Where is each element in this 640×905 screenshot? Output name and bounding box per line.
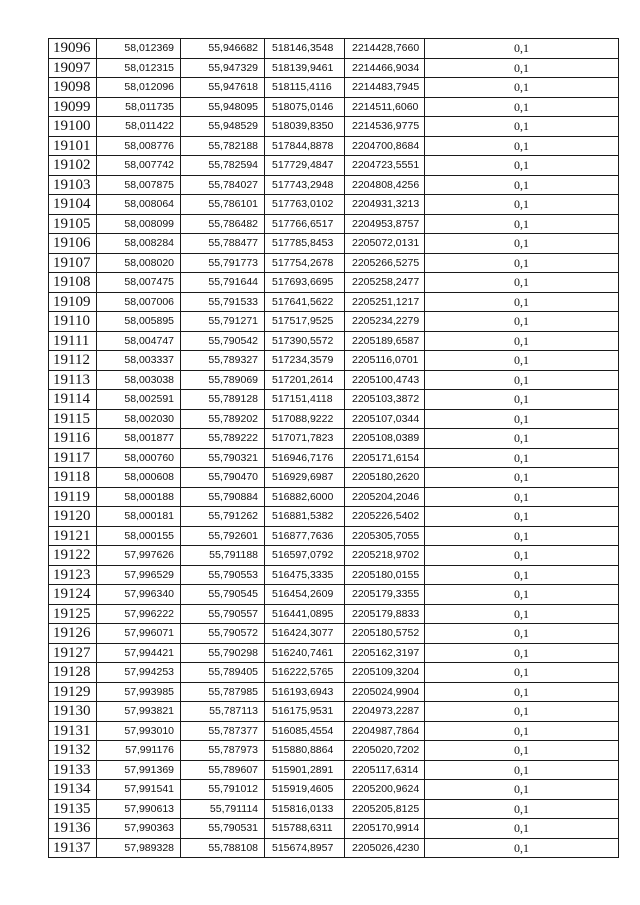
- value-cell: 0,1: [425, 819, 619, 839]
- longitude-cell: 55,947329: [181, 58, 265, 78]
- y-coordinate-cell: 2214511,6060: [345, 97, 425, 117]
- latitude-cell: 57,996222: [97, 604, 181, 624]
- table-row: [49, 195, 619, 215]
- x-coordinate-cell: 516929,6987: [265, 468, 345, 488]
- x-coordinate-cell: 515880,8864: [265, 741, 345, 761]
- latitude-cell: 58,000155: [97, 526, 181, 546]
- latitude-cell: 58,004747: [97, 331, 181, 351]
- longitude-cell: 55,789222: [181, 429, 265, 449]
- latitude-cell: 58,011422: [97, 117, 181, 137]
- y-coordinate-cell: 2205180,2620: [345, 468, 425, 488]
- x-coordinate-cell: 517729,4847: [265, 156, 345, 176]
- x-coordinate-cell: 517641,5622: [265, 292, 345, 312]
- value-cell: 0,1: [425, 721, 619, 741]
- longitude-cell: 55,790553: [181, 565, 265, 585]
- x-coordinate-cell: 516222,5765: [265, 663, 345, 683]
- point-id-cell: 19130: [49, 702, 97, 722]
- y-coordinate-cell: 2214536,9775: [345, 117, 425, 137]
- x-coordinate-cell: 516454,2609: [265, 585, 345, 605]
- point-id-cell: 19097: [49, 58, 97, 78]
- table-row: [49, 624, 619, 644]
- x-coordinate-cell: 516175,9531: [265, 702, 345, 722]
- point-id-cell: 19125: [49, 604, 97, 624]
- latitude-cell: 58,012315: [97, 58, 181, 78]
- y-coordinate-cell: 2205103,3872: [345, 390, 425, 410]
- latitude-cell: 58,000181: [97, 507, 181, 527]
- table-row: [49, 838, 619, 858]
- x-coordinate-cell: 517754,2678: [265, 253, 345, 273]
- latitude-cell: 57,994253: [97, 663, 181, 683]
- longitude-cell: 55,789607: [181, 760, 265, 780]
- value-cell: 0,1: [425, 546, 619, 566]
- longitude-cell: 55,791012: [181, 780, 265, 800]
- value-cell: 0,1: [425, 370, 619, 390]
- x-coordinate-cell: 518075,0146: [265, 97, 345, 117]
- point-id-cell: 19108: [49, 273, 97, 293]
- y-coordinate-cell: 2204808,4256: [345, 175, 425, 195]
- table-row: [49, 468, 619, 488]
- y-coordinate-cell: 2205109,3204: [345, 663, 425, 683]
- coordinates-table-body: [49, 39, 619, 858]
- x-coordinate-cell: 517071,7823: [265, 429, 345, 449]
- value-cell: 0,1: [425, 175, 619, 195]
- x-coordinate-cell: 517234,3579: [265, 351, 345, 371]
- x-coordinate-cell: 515674,8957: [265, 838, 345, 858]
- value-cell: 0,1: [425, 331, 619, 351]
- longitude-cell: 55,789128: [181, 390, 265, 410]
- point-id-cell: 19126: [49, 624, 97, 644]
- point-id-cell: 19101: [49, 136, 97, 156]
- value-cell: 0,1: [425, 409, 619, 429]
- y-coordinate-cell: 2204700,8684: [345, 136, 425, 156]
- latitude-cell: 57,997626: [97, 546, 181, 566]
- x-coordinate-cell: 515788,6311: [265, 819, 345, 839]
- table-row: [49, 721, 619, 741]
- value-cell: 0,1: [425, 390, 619, 410]
- y-coordinate-cell: 2205026,4230: [345, 838, 425, 858]
- table-row: [49, 136, 619, 156]
- longitude-cell: 55,947618: [181, 78, 265, 98]
- table-row: [49, 273, 619, 293]
- longitude-cell: 55,789069: [181, 370, 265, 390]
- latitude-cell: 58,012369: [97, 39, 181, 59]
- x-coordinate-cell: 517088,9222: [265, 409, 345, 429]
- y-coordinate-cell: 2205179,3355: [345, 585, 425, 605]
- table-row: [49, 448, 619, 468]
- y-coordinate-cell: 2205024,9904: [345, 682, 425, 702]
- value-cell: 0,1: [425, 526, 619, 546]
- latitude-cell: 58,005895: [97, 312, 181, 332]
- y-coordinate-cell: 2204987,7864: [345, 721, 425, 741]
- point-id-cell: 19113: [49, 370, 97, 390]
- longitude-cell: 55,946682: [181, 39, 265, 59]
- y-coordinate-cell: 2205205,8125: [345, 799, 425, 819]
- table-row: [49, 39, 619, 59]
- table-row: [49, 97, 619, 117]
- point-id-cell: 19118: [49, 468, 97, 488]
- point-id-cell: 19105: [49, 214, 97, 234]
- latitude-cell: 58,007875: [97, 175, 181, 195]
- longitude-cell: 55,791262: [181, 507, 265, 527]
- point-id-cell: 19121: [49, 526, 97, 546]
- value-cell: 0,1: [425, 565, 619, 585]
- latitude-cell: 57,994421: [97, 643, 181, 663]
- point-id-cell: 19106: [49, 234, 97, 254]
- point-id-cell: 19120: [49, 507, 97, 527]
- y-coordinate-cell: 2204723,5551: [345, 156, 425, 176]
- x-coordinate-cell: 517517,9525: [265, 312, 345, 332]
- value-cell: 0,1: [425, 702, 619, 722]
- longitude-cell: 55,790298: [181, 643, 265, 663]
- point-id-cell: 19115: [49, 409, 97, 429]
- x-coordinate-cell: 516193,6943: [265, 682, 345, 702]
- value-cell: 0,1: [425, 273, 619, 293]
- value-cell: 0,1: [425, 156, 619, 176]
- y-coordinate-cell: 2204953,8757: [345, 214, 425, 234]
- value-cell: 0,1: [425, 780, 619, 800]
- latitude-cell: 57,991369: [97, 760, 181, 780]
- latitude-cell: 58,000188: [97, 487, 181, 507]
- point-id-cell: 19102: [49, 156, 97, 176]
- value-cell: 0,1: [425, 136, 619, 156]
- table-row: [49, 156, 619, 176]
- longitude-cell: 55,791188: [181, 546, 265, 566]
- value-cell: 0,1: [425, 643, 619, 663]
- point-id-cell: 19099: [49, 97, 97, 117]
- value-cell: 0,1: [425, 97, 619, 117]
- table-row: [49, 546, 619, 566]
- table-row: [49, 409, 619, 429]
- point-id-cell: 19127: [49, 643, 97, 663]
- table-row: [49, 370, 619, 390]
- longitude-cell: 55,790531: [181, 819, 265, 839]
- point-id-cell: 19111: [49, 331, 97, 351]
- longitude-cell: 55,790884: [181, 487, 265, 507]
- longitude-cell: 55,790542: [181, 331, 265, 351]
- value-cell: 0,1: [425, 507, 619, 527]
- table-row: [49, 741, 619, 761]
- table-row: [49, 331, 619, 351]
- y-coordinate-cell: 2205234,2279: [345, 312, 425, 332]
- latitude-cell: 58,000760: [97, 448, 181, 468]
- table-row: [49, 682, 619, 702]
- y-coordinate-cell: 2205020,7202: [345, 741, 425, 761]
- table-row: [49, 117, 619, 137]
- table-row: [49, 292, 619, 312]
- x-coordinate-cell: 516424,3077: [265, 624, 345, 644]
- point-id-cell: 19103: [49, 175, 97, 195]
- longitude-cell: 55,791271: [181, 312, 265, 332]
- y-coordinate-cell: 2205226,5402: [345, 507, 425, 527]
- point-id-cell: 19119: [49, 487, 97, 507]
- table-row: [49, 526, 619, 546]
- table-row: [49, 565, 619, 585]
- longitude-cell: 55,791114: [181, 799, 265, 819]
- latitude-cell: 58,008776: [97, 136, 181, 156]
- latitude-cell: 58,008284: [97, 234, 181, 254]
- x-coordinate-cell: 517390,5572: [265, 331, 345, 351]
- latitude-cell: 57,990363: [97, 819, 181, 839]
- point-id-cell: 19098: [49, 78, 97, 98]
- point-id-cell: 19112: [49, 351, 97, 371]
- x-coordinate-cell: 516475,3335: [265, 565, 345, 585]
- latitude-cell: 57,993010: [97, 721, 181, 741]
- latitude-cell: 57,996340: [97, 585, 181, 605]
- x-coordinate-cell: 516881,5382: [265, 507, 345, 527]
- latitude-cell: 58,008064: [97, 195, 181, 215]
- x-coordinate-cell: 517743,2948: [265, 175, 345, 195]
- table-row: [49, 487, 619, 507]
- point-id-cell: 19131: [49, 721, 97, 741]
- x-coordinate-cell: 517844,8878: [265, 136, 345, 156]
- y-coordinate-cell: 2205170,9914: [345, 819, 425, 839]
- point-id-cell: 19100: [49, 117, 97, 137]
- table-row: [49, 780, 619, 800]
- table-row: [49, 663, 619, 683]
- latitude-cell: 57,993985: [97, 682, 181, 702]
- x-coordinate-cell: 516882,6000: [265, 487, 345, 507]
- x-coordinate-cell: 516877,7636: [265, 526, 345, 546]
- longitude-cell: 55,789405: [181, 663, 265, 683]
- y-coordinate-cell: 2205180,0155: [345, 565, 425, 585]
- value-cell: 0,1: [425, 624, 619, 644]
- x-coordinate-cell: 518115,4116: [265, 78, 345, 98]
- value-cell: 0,1: [425, 663, 619, 683]
- x-coordinate-cell: 515919,4605: [265, 780, 345, 800]
- y-coordinate-cell: 2205180,5752: [345, 624, 425, 644]
- longitude-cell: 55,791773: [181, 253, 265, 273]
- point-id-cell: 19128: [49, 663, 97, 683]
- point-id-cell: 19134: [49, 780, 97, 800]
- point-id-cell: 19122: [49, 546, 97, 566]
- table-row: [49, 234, 619, 254]
- x-coordinate-cell: 516597,0792: [265, 546, 345, 566]
- longitude-cell: 55,786482: [181, 214, 265, 234]
- point-id-cell: 19117: [49, 448, 97, 468]
- latitude-cell: 57,993821: [97, 702, 181, 722]
- point-id-cell: 19110: [49, 312, 97, 332]
- latitude-cell: 58,003038: [97, 370, 181, 390]
- point-id-cell: 19129: [49, 682, 97, 702]
- longitude-cell: 55,789327: [181, 351, 265, 371]
- longitude-cell: 55,788108: [181, 838, 265, 858]
- point-id-cell: 19114: [49, 390, 97, 410]
- point-id-cell: 19124: [49, 585, 97, 605]
- latitude-cell: 58,008020: [97, 253, 181, 273]
- point-id-cell: 19133: [49, 760, 97, 780]
- longitude-cell: 55,790545: [181, 585, 265, 605]
- y-coordinate-cell: 2205116,0701: [345, 351, 425, 371]
- x-coordinate-cell: 516085,4554: [265, 721, 345, 741]
- table-row: [49, 78, 619, 98]
- x-coordinate-cell: 517151,4118: [265, 390, 345, 410]
- longitude-cell: 55,792601: [181, 526, 265, 546]
- longitude-cell: 55,786101: [181, 195, 265, 215]
- table-row: [49, 702, 619, 722]
- y-coordinate-cell: 2204931,3213: [345, 195, 425, 215]
- latitude-cell: 57,990613: [97, 799, 181, 819]
- value-cell: 0,1: [425, 468, 619, 488]
- point-id-cell: 19116: [49, 429, 97, 449]
- latitude-cell: 58,001877: [97, 429, 181, 449]
- value-cell: 0,1: [425, 292, 619, 312]
- table-row: [49, 214, 619, 234]
- latitude-cell: 58,007742: [97, 156, 181, 176]
- value-cell: 0,1: [425, 58, 619, 78]
- point-id-cell: 19096: [49, 39, 97, 59]
- x-coordinate-cell: 515816,0133: [265, 799, 345, 819]
- value-cell: 0,1: [425, 253, 619, 273]
- x-coordinate-cell: 515901,2891: [265, 760, 345, 780]
- y-coordinate-cell: 2204973,2287: [345, 702, 425, 722]
- value-cell: 0,1: [425, 234, 619, 254]
- y-coordinate-cell: 2214483,7945: [345, 78, 425, 98]
- longitude-cell: 55,948095: [181, 97, 265, 117]
- table-row: [49, 175, 619, 195]
- value-cell: 0,1: [425, 78, 619, 98]
- x-coordinate-cell: 518139,9461: [265, 58, 345, 78]
- longitude-cell: 55,791644: [181, 273, 265, 293]
- latitude-cell: 58,008099: [97, 214, 181, 234]
- y-coordinate-cell: 2205072,0131: [345, 234, 425, 254]
- value-cell: 0,1: [425, 351, 619, 371]
- value-cell: 0,1: [425, 799, 619, 819]
- value-cell: 0,1: [425, 214, 619, 234]
- y-coordinate-cell: 2205179,8833: [345, 604, 425, 624]
- point-id-cell: 19132: [49, 741, 97, 761]
- x-coordinate-cell: 518039,8350: [265, 117, 345, 137]
- point-id-cell: 19136: [49, 819, 97, 839]
- y-coordinate-cell: 2205100,4743: [345, 370, 425, 390]
- y-coordinate-cell: 2205162,3197: [345, 643, 425, 663]
- longitude-cell: 55,782188: [181, 136, 265, 156]
- value-cell: 0,1: [425, 838, 619, 858]
- point-id-cell: 19104: [49, 195, 97, 215]
- x-coordinate-cell: 517763,0102: [265, 195, 345, 215]
- table-row: [49, 351, 619, 371]
- y-coordinate-cell: 2205305,7055: [345, 526, 425, 546]
- coordinates-table: [48, 38, 619, 858]
- longitude-cell: 55,789202: [181, 409, 265, 429]
- point-id-cell: 19107: [49, 253, 97, 273]
- latitude-cell: 57,989328: [97, 838, 181, 858]
- table-row: [49, 312, 619, 332]
- longitude-cell: 55,782594: [181, 156, 265, 176]
- longitude-cell: 55,787113: [181, 702, 265, 722]
- x-coordinate-cell: 517766,6517: [265, 214, 345, 234]
- y-coordinate-cell: 2205258,2477: [345, 273, 425, 293]
- value-cell: 0,1: [425, 741, 619, 761]
- y-coordinate-cell: 2214428,7660: [345, 39, 425, 59]
- latitude-cell: 58,011735: [97, 97, 181, 117]
- y-coordinate-cell: 2205171,6154: [345, 448, 425, 468]
- longitude-cell: 55,784027: [181, 175, 265, 195]
- longitude-cell: 55,791533: [181, 292, 265, 312]
- point-id-cell: 19135: [49, 799, 97, 819]
- table-row: [49, 760, 619, 780]
- longitude-cell: 55,948529: [181, 117, 265, 137]
- latitude-cell: 58,000608: [97, 468, 181, 488]
- latitude-cell: 57,991176: [97, 741, 181, 761]
- x-coordinate-cell: 516240,7461: [265, 643, 345, 663]
- x-coordinate-cell: 517693,6695: [265, 273, 345, 293]
- table-row: [49, 799, 619, 819]
- latitude-cell: 58,007475: [97, 273, 181, 293]
- y-coordinate-cell: 2205117,6314: [345, 760, 425, 780]
- y-coordinate-cell: 2205204,2046: [345, 487, 425, 507]
- value-cell: 0,1: [425, 682, 619, 702]
- table-row: [49, 819, 619, 839]
- value-cell: 0,1: [425, 448, 619, 468]
- x-coordinate-cell: 517785,8453: [265, 234, 345, 254]
- longitude-cell: 55,790557: [181, 604, 265, 624]
- longitude-cell: 55,787377: [181, 721, 265, 741]
- value-cell: 0,1: [425, 585, 619, 605]
- latitude-cell: 58,007006: [97, 292, 181, 312]
- x-coordinate-cell: 518146,3548: [265, 39, 345, 59]
- value-cell: 0,1: [425, 39, 619, 59]
- y-coordinate-cell: 2205107,0344: [345, 409, 425, 429]
- point-id-cell: 19109: [49, 292, 97, 312]
- y-coordinate-cell: 2205251,1217: [345, 292, 425, 312]
- value-cell: 0,1: [425, 117, 619, 137]
- point-id-cell: 19123: [49, 565, 97, 585]
- table-row: [49, 507, 619, 527]
- value-cell: 0,1: [425, 760, 619, 780]
- y-coordinate-cell: 2205189,6587: [345, 331, 425, 351]
- table-row: [49, 643, 619, 663]
- y-coordinate-cell: 2214466,9034: [345, 58, 425, 78]
- value-cell: 0,1: [425, 487, 619, 507]
- latitude-cell: 57,996529: [97, 565, 181, 585]
- table-row: [49, 604, 619, 624]
- value-cell: 0,1: [425, 429, 619, 449]
- table-row: [49, 585, 619, 605]
- longitude-cell: 55,790572: [181, 624, 265, 644]
- latitude-cell: 57,996071: [97, 624, 181, 644]
- longitude-cell: 55,787973: [181, 741, 265, 761]
- table-row: [49, 390, 619, 410]
- latitude-cell: 58,003337: [97, 351, 181, 371]
- y-coordinate-cell: 2205108,0389: [345, 429, 425, 449]
- point-id-cell: 19137: [49, 838, 97, 858]
- x-coordinate-cell: 517201,2614: [265, 370, 345, 390]
- y-coordinate-cell: 2205200,9624: [345, 780, 425, 800]
- value-cell: 0,1: [425, 604, 619, 624]
- x-coordinate-cell: 516441,0895: [265, 604, 345, 624]
- longitude-cell: 55,787985: [181, 682, 265, 702]
- longitude-cell: 55,788477: [181, 234, 265, 254]
- value-cell: 0,1: [425, 312, 619, 332]
- latitude-cell: 57,991541: [97, 780, 181, 800]
- latitude-cell: 58,012096: [97, 78, 181, 98]
- y-coordinate-cell: 2205218,9702: [345, 546, 425, 566]
- latitude-cell: 58,002591: [97, 390, 181, 410]
- value-cell: 0,1: [425, 195, 619, 215]
- y-coordinate-cell: 2205266,5275: [345, 253, 425, 273]
- table-row: [49, 58, 619, 78]
- x-coordinate-cell: 516946,7176: [265, 448, 345, 468]
- table-row: [49, 253, 619, 273]
- longitude-cell: 55,790470: [181, 468, 265, 488]
- table-row: [49, 429, 619, 449]
- longitude-cell: 55,790321: [181, 448, 265, 468]
- latitude-cell: 58,002030: [97, 409, 181, 429]
